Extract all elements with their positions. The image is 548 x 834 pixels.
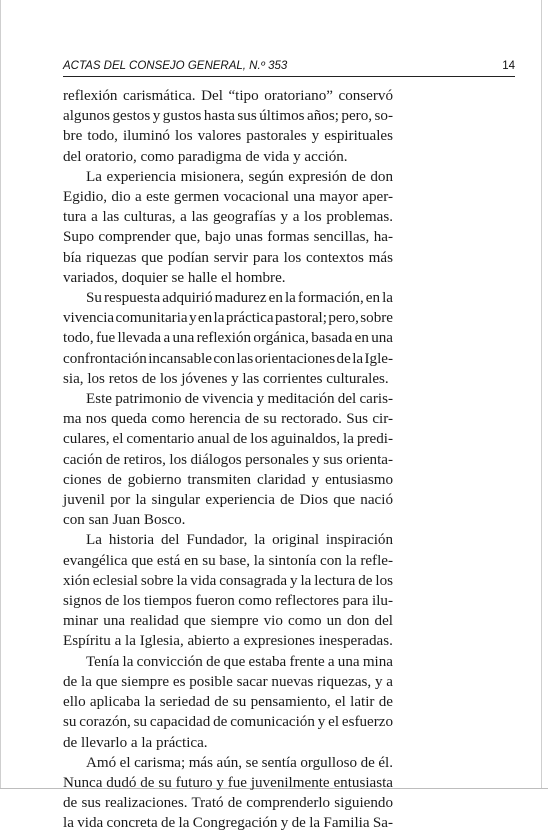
text-line: Nunca dudó de su futuro y fue juvenilmente entusiasta bbox=[63, 774, 393, 791]
text-line: Espíritu a la Iglesia, abierto a expresiones inesperadas. bbox=[63, 633, 393, 650]
paragraph bbox=[63, 86, 393, 167]
text-line: signos de los tiempos fueron como reflectores para ilu- bbox=[63, 593, 393, 610]
text-line: de llevarlo a la práctica. bbox=[63, 734, 208, 751]
text-line: su corazón, su capacidad de comunicación y el esfuerzo bbox=[63, 714, 393, 731]
text-line: reflexión carismática. Del “tipo oratoriano” conservó bbox=[63, 88, 393, 104]
text-line: juvenil por la singular experiencia de Dios que nació bbox=[63, 492, 393, 509]
text-line: del oratorio, como paradigma de vida y acción. bbox=[63, 148, 348, 165]
paragraph bbox=[63, 167, 393, 288]
paragraph bbox=[63, 652, 393, 753]
page-border-right bbox=[541, 0, 542, 788]
text-line: La experiencia misionera, según expresión de don bbox=[86, 168, 393, 185]
running-header-title: ACTAS DEL CONSEJO GENERAL, N.º 353 bbox=[63, 60, 288, 72]
paragraph bbox=[63, 389, 393, 530]
text-line: Este patrimonio de vivencia y meditación del caris- bbox=[86, 391, 393, 408]
text-line: variados, doquier se halle el hombre. bbox=[63, 269, 286, 286]
text-line: cación de retiros, los diálogos personales y sus orienta- bbox=[63, 451, 393, 468]
text-line: Supo comprender que, bajo unas formas sencillas, ha- bbox=[63, 229, 393, 246]
text-line: todo, fue llevada a una reflexión orgánica, basada en una bbox=[63, 330, 393, 347]
text-line: con san Juan Bosco. bbox=[63, 512, 186, 529]
text-line: ello aplicaba la seriedad de su pensamiento, el latir de bbox=[63, 694, 393, 711]
text-line: La historia del Fundador, la original inspiración bbox=[86, 532, 393, 549]
page-border-left bbox=[0, 0, 1, 788]
text-line: tura a las culturas, a las geografías y a los problemas. bbox=[63, 209, 393, 226]
text-line: de sus realizaciones. Trató de comprenderlo siguiendo bbox=[63, 795, 393, 812]
paragraph bbox=[63, 753, 393, 834]
text-line: ciones de gobierno transmiten claridad y entusiasmo bbox=[63, 471, 393, 488]
text-line: de la que siempre es posible sacar nuevas riquezas, y a bbox=[63, 673, 393, 690]
page-number: 14 bbox=[502, 60, 515, 72]
paragraph bbox=[63, 530, 393, 651]
text-line: confrontación incansable con las orientaciones de la Igle- bbox=[63, 350, 393, 367]
body-text bbox=[63, 86, 393, 834]
text-line: xión eclesial sobre la vida consagrada y la lectura de los bbox=[63, 572, 393, 589]
text-line: Su respuesta adquirió madurez en la formación, en la bbox=[86, 290, 393, 307]
text-line: evangélica que está en su base, la sintonía con la refle- bbox=[63, 552, 393, 569]
text-line: Egidio, dio a este germen vocacional una mayor aper- bbox=[63, 189, 393, 206]
text-line: ma nos queda como herencia de su rectorado. Sus cir- bbox=[63, 411, 393, 428]
text-line: Tenía la convicción de que estaba frente a una mina bbox=[86, 653, 393, 670]
header-rule bbox=[63, 76, 515, 77]
text-line: bía riquezas que podían servir para los contextos más bbox=[63, 249, 393, 266]
text-line: sia, los retos de los jóvenes y las corrientes culturales. bbox=[63, 370, 389, 387]
paragraph bbox=[63, 288, 393, 389]
text-line: vivencia comunitaria y en la práctica pastoral; pero, sobre bbox=[63, 310, 393, 327]
text-line: minar una realidad que siempre vio como un don del bbox=[63, 613, 393, 630]
text-line: bre todo, iluminó los valores pastorales y espirituales bbox=[63, 128, 393, 145]
text-line: Amó el carisma; más aún, se sentía orgulloso de él. bbox=[86, 754, 393, 771]
text-line: la vida concreta de la Congregación y de la Familia Sa- bbox=[63, 815, 393, 832]
running-header bbox=[63, 60, 515, 72]
text-line: algunos gestos y gustos hasta sus últimos años; pero, so- bbox=[63, 108, 393, 125]
text-line: culares, el comentario anual de los aguinaldos, la predi- bbox=[63, 431, 393, 448]
